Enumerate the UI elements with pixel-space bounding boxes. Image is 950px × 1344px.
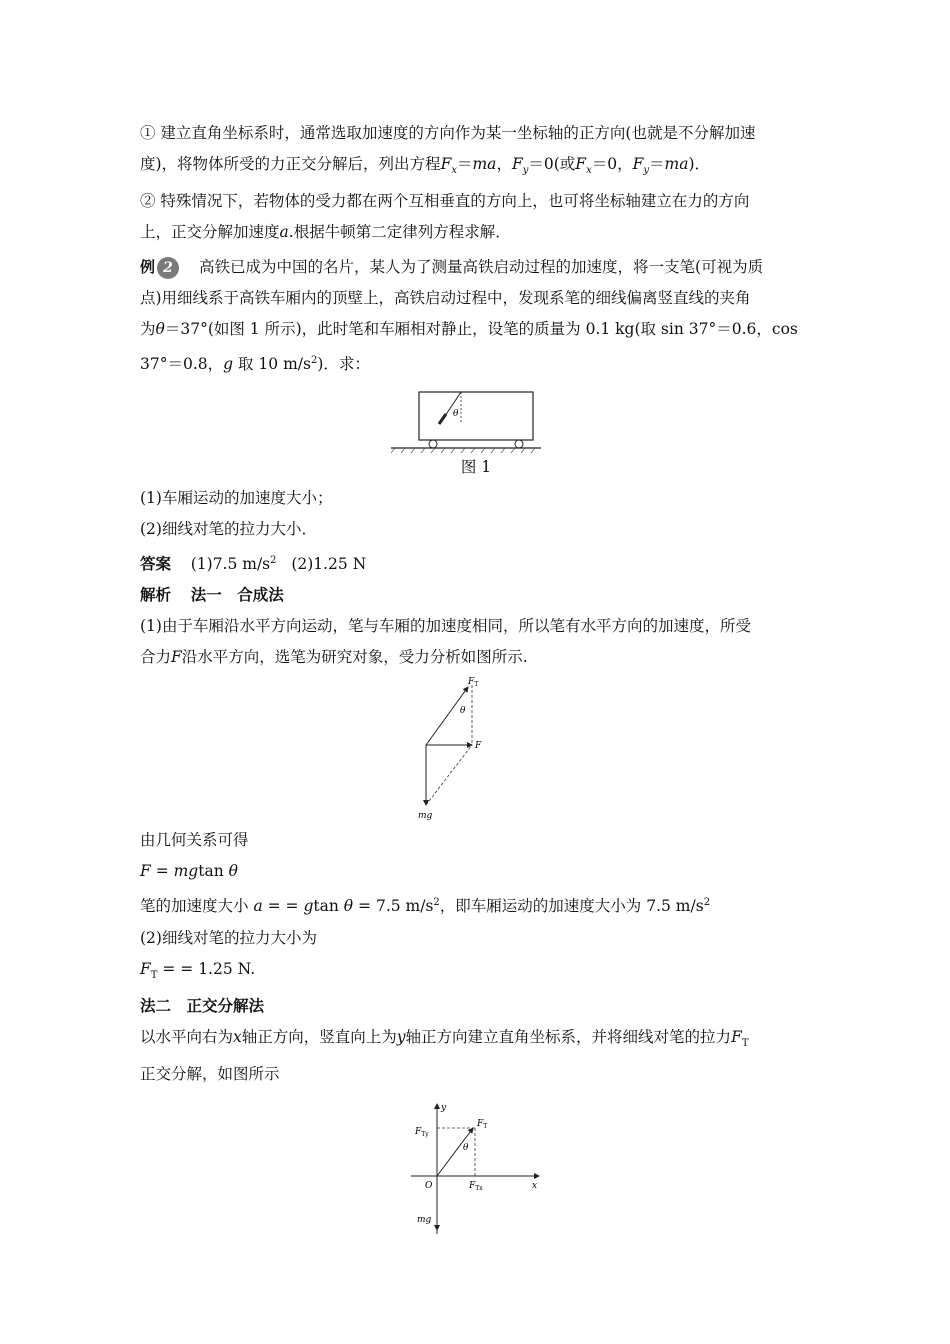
theta-label: θ [463, 1142, 469, 1153]
text: 为 [140, 320, 156, 339]
text: 合力 [140, 648, 172, 667]
text: ＝ [456, 155, 473, 173]
x-label: x [532, 1180, 538, 1191]
text: tan [198, 862, 229, 881]
text: ， [496, 155, 512, 173]
theta: θ [343, 897, 354, 916]
text: ＝37°(如图 1 所示)，此时笔和车厢相对静止，设笔的质量为 0.1 kg(取 sin 37°＝0.6，cos [164, 320, 798, 339]
superscript: 2 [433, 897, 440, 909]
text: ② 特殊情况下，若物体的受力都在两个互相垂直的方向上，也可将坐标轴建立在力的方向 [140, 192, 750, 211]
text: (1)由于车厢沿水平方向运动，笔与车厢的加速度相同，所以笔有水平方向的加速度，所受 [140, 617, 751, 636]
text: 正交分解，如图所示 [140, 1064, 280, 1083]
g-symbol: g [223, 355, 234, 374]
method-2-label: 法二 正交分解法 [140, 996, 265, 1015]
formula: ma [472, 155, 497, 173]
text: = = [262, 897, 304, 916]
figure-1-caption: 图 1 [460, 458, 492, 477]
method-1-title: 法一 合成法 [190, 586, 284, 605]
text: 度)，将物体所受的力正交分解后，列出方程 [140, 155, 441, 173]
ftx-label: $F_{Tx}$ [469, 1180, 483, 1192]
subscript: T [741, 1037, 749, 1049]
text: = = 1.25 N. [157, 959, 256, 978]
formula: ma [664, 155, 689, 173]
example-paragraph [140, 252, 812, 380]
question-1: (1)车厢运动的加速度大小； [140, 489, 333, 508]
car-body [419, 392, 533, 440]
formula-fx: $F_x$ [440, 155, 457, 177]
intro-paragraph-2 [140, 186, 812, 248]
analysis-label: 解析 [140, 586, 172, 605]
figure-force-synthesis [416, 675, 536, 825]
mg-symbol: mg [173, 862, 199, 881]
f-label: F [475, 741, 482, 752]
intro-paragraph-1 [140, 118, 812, 186]
text: 37°＝0.8， [140, 355, 224, 374]
text: 点)用细线系于高铁车厢内的顶壁上，高铁启动过程中，发现系笔的细线偏离竖直线的夹角 [140, 289, 751, 308]
answer-label: 答案 [140, 555, 172, 574]
theta-label: θ [460, 706, 466, 717]
formula-fx: $F_x$ [575, 155, 592, 177]
theta-label: θ [453, 409, 459, 420]
text: tan [313, 897, 344, 916]
figure-1-train-car [391, 386, 561, 454]
example-number: 2 [157, 257, 179, 279]
question-2: (2)细线对笔的拉力大小． [140, 520, 317, 539]
superscript: 2 [703, 897, 711, 909]
ft-label: $F_T$ [468, 677, 479, 689]
method-2-paragraph [140, 1022, 812, 1090]
g-symbol: g [303, 897, 314, 916]
subscript: T [150, 969, 158, 981]
example-label: 例 [140, 258, 156, 277]
answer-2: (2)1.25 N [291, 555, 367, 574]
mg-label: mg [417, 1214, 432, 1225]
acceleration-line [140, 887, 812, 922]
equation-1 [140, 856, 812, 887]
wheel-right [515, 440, 523, 448]
text: = [150, 862, 174, 881]
y-label: y [441, 1102, 447, 1113]
method-1-paragraph [140, 611, 812, 673]
text: 轴正方向建立直角坐标系，并将细线对笔的拉力 [405, 1027, 732, 1046]
text: 上，正交分解加速度 [140, 223, 280, 242]
f-symbol: F [140, 862, 151, 881]
ft-label: $F_T$ [477, 1118, 488, 1130]
pen [439, 414, 446, 424]
text: ＝0， [591, 155, 633, 173]
text: )． [688, 155, 711, 173]
a-symbol: a [253, 897, 263, 916]
fty-label: $F_{Ty}$ [415, 1126, 429, 1138]
answer-line [140, 545, 812, 580]
superscript: 2 [310, 355, 318, 367]
text: )．求： [317, 355, 370, 374]
theta: θ [155, 320, 165, 339]
geometry-text: 由几何关系可得 [140, 831, 249, 850]
text: 以水平向右为 [140, 1027, 234, 1046]
theta: θ [228, 862, 238, 881]
text: ，即车厢运动的加速度大小为 7.5 m/s [439, 897, 704, 916]
wheel-left [429, 440, 437, 448]
text: 取 10 m/s [233, 355, 311, 374]
figure-orthogonal-decomposition [401, 1096, 551, 1236]
dashed-diagonal [426, 745, 472, 805]
x-symbol: x [233, 1027, 242, 1046]
superscript: 2 [270, 555, 277, 567]
mg-label: mg [418, 811, 433, 822]
answer-1: (1)7.5 m/s [190, 555, 271, 574]
text: 轴正方向，竖直向上为 [241, 1027, 397, 1046]
document-page [140, 118, 812, 1236]
formula-fy: $F_y$ [511, 155, 529, 177]
f-symbol: F [171, 648, 182, 667]
method-2-title [140, 991, 812, 1022]
tension-equation [140, 954, 812, 991]
origin-label: O [425, 1180, 433, 1191]
text: 沿水平方向，选笔为研究对象，受力分析如图所示. [181, 648, 528, 667]
y-symbol: y [396, 1027, 406, 1046]
text: ＝0(或 [528, 155, 576, 173]
tension-arrow [426, 687, 468, 745]
text: ① 建立直角坐标系时，通常选取加速度的方向作为某一坐标轴的正方向(也就是不分解加速 [140, 124, 756, 142]
text: = 7.5 m/s [353, 897, 434, 916]
f-symbol: F [731, 1027, 742, 1046]
text: 笔的加速度大小 [140, 897, 254, 916]
example-badge [140, 252, 179, 283]
formula: a [279, 223, 289, 242]
text: 高铁已成为中国的名片，某人为了测量高铁启动过程的加速度，将一支笔(可视为质 [199, 258, 764, 277]
question-2-analysis: (2)细线对笔的拉力大小为 [140, 928, 317, 947]
analysis-heading [140, 580, 812, 611]
f-symbol: F [140, 959, 151, 978]
formula-fy: $F_y$ [632, 155, 649, 177]
text: .根据牛顿第二定律列方程求解． [288, 223, 511, 242]
text: ＝ [649, 155, 665, 173]
